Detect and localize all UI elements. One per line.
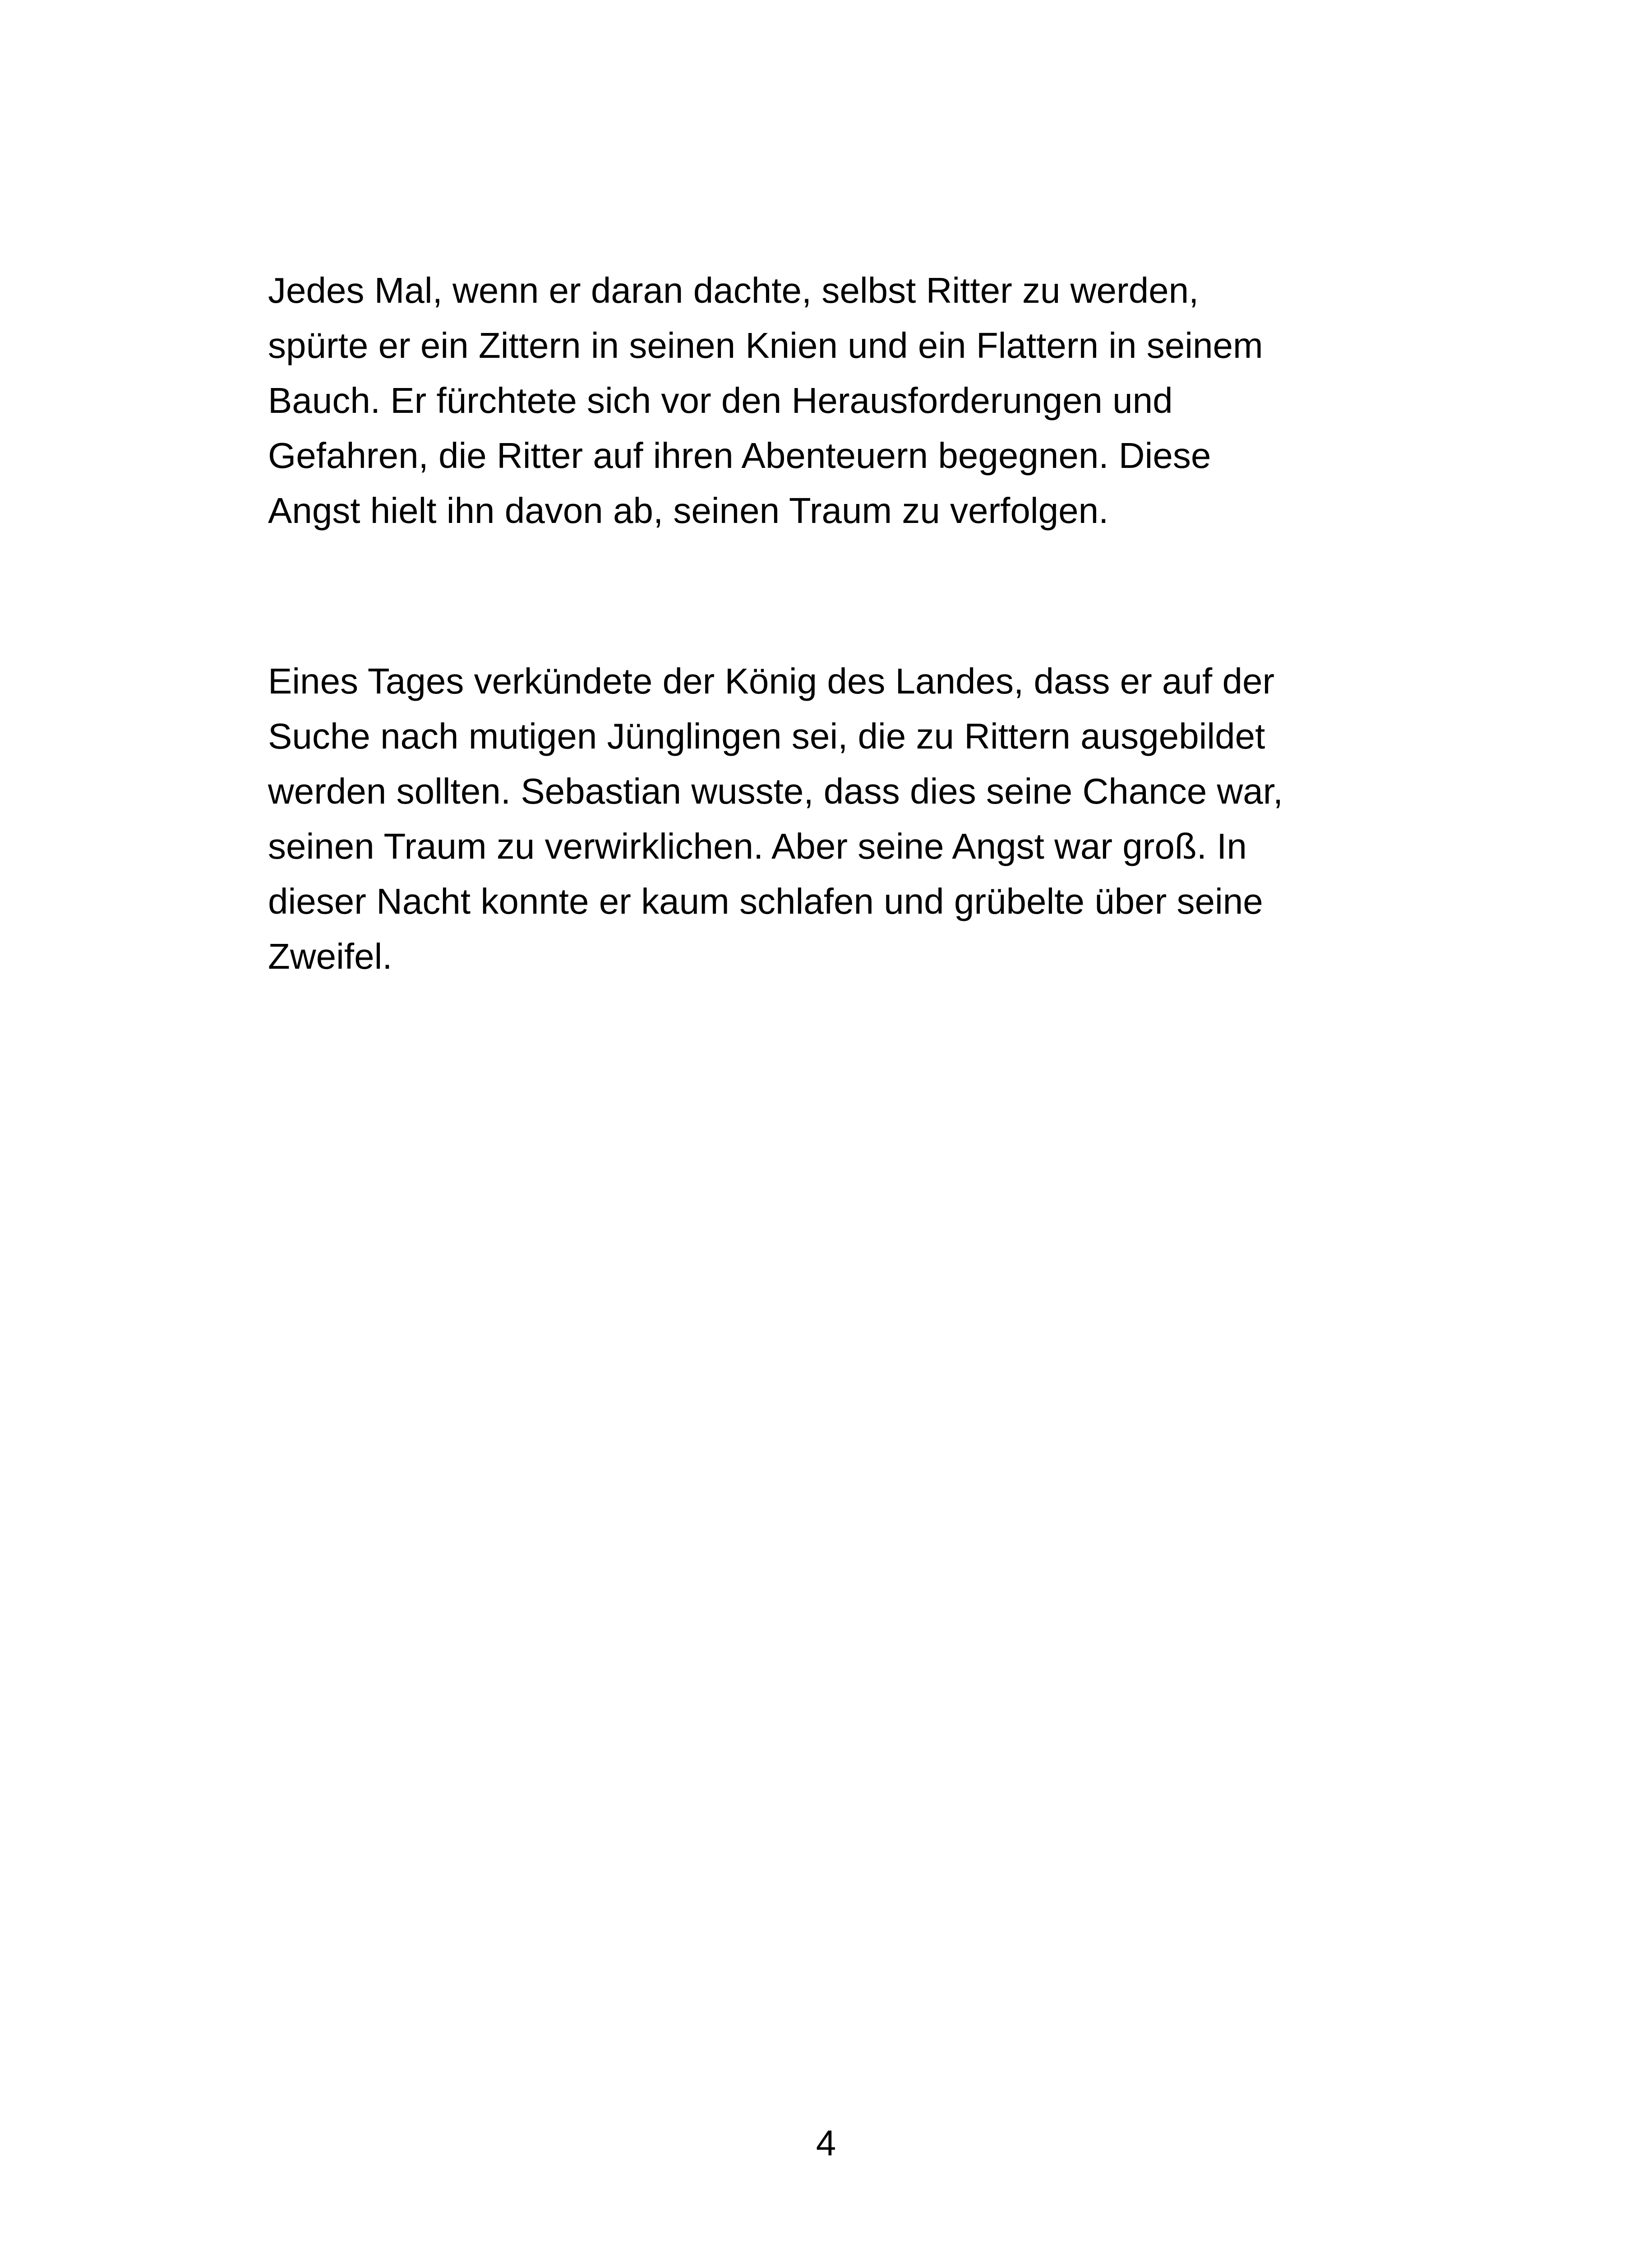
paragraph-line: Angst hielt ihn davon ab, seinen Traum zu verfolgen.: [268, 490, 1109, 531]
page-number: 4: [816, 2123, 836, 2163]
paragraph-line: spürte er ein Zittern in seinen Knien und ein Flattern in seinem: [268, 325, 1263, 365]
paragraph-line: seinen Traum zu verwirklichen. Aber seine Angst war groß. In: [268, 826, 1247, 866]
paragraph-line: dieser Nacht konnte er kaum schlafen und grübelte über seine: [268, 881, 1263, 921]
paragraph-line: Suche nach mutigen Jünglingen sei, die zu Rittern ausgebildet: [268, 716, 1265, 756]
paragraph-line: Bauch. Er fürchtete sich vor den Herausforderungen und: [268, 380, 1173, 421]
paragraph-1: [268, 263, 1405, 538]
paragraph-2: [268, 654, 1405, 984]
paragraph-line: Gefahren, die Ritter auf ihren Abenteuern begegnen. Diese: [268, 435, 1211, 476]
paragraph-line: Jedes Mal, wenn er daran dachte, selbst Ritter zu werden,: [268, 270, 1199, 310]
paragraph-line: Eines Tages verkündete der König des Landes, dass er auf der: [268, 661, 1275, 701]
paragraph-line: Zweifel.: [268, 936, 392, 976]
paragraph-line: werden sollten. Sebastian wusste, dass dies seine Chance war,: [268, 771, 1283, 811]
